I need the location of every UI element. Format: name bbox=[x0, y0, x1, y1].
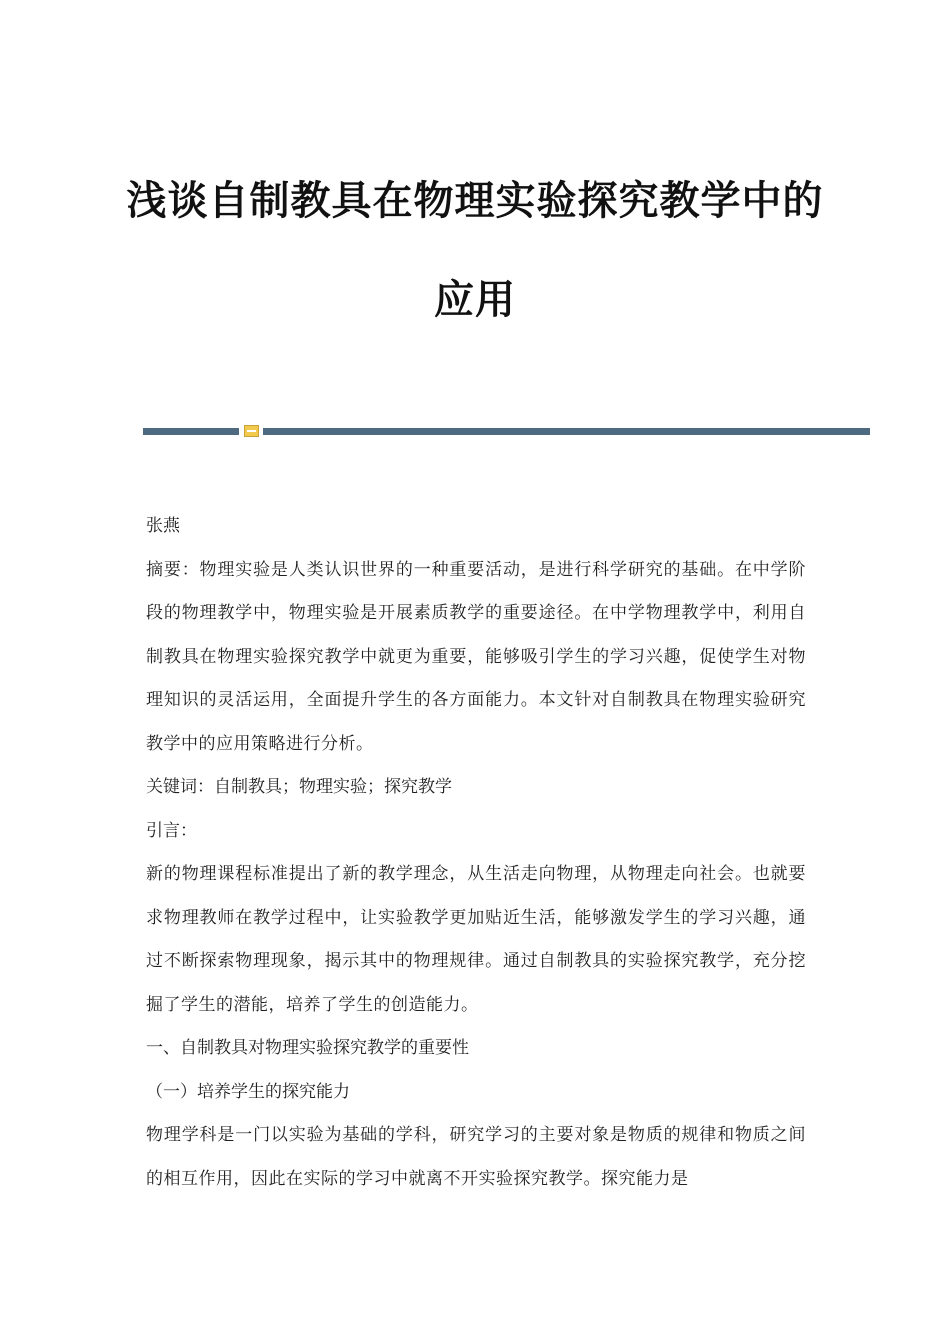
title-line-1: 浅谈自制教具在物理实验探究教学中的 bbox=[126, 177, 824, 224]
keywords-line: 关键词：自制教具；物理实验；探究教学 bbox=[146, 777, 452, 797]
section-1-heading: 一、自制教具对物理实验探究教学的重要性 bbox=[146, 1038, 469, 1058]
author-name: 张燕 bbox=[146, 516, 180, 536]
subsection-1-paragraph: 物理学科是一门以实验为基础的学科，研究学习的主要对象是物质的规律和物质之间的相互作用，因此在实际的学习中就离不开实验探究教学。探究能力是 bbox=[146, 1125, 806, 1189]
divider-bar-right bbox=[263, 428, 870, 435]
abstract-paragraph: 摘要：物理实验是人类认识世界的一种重要活动，是进行科学研究的基础。在中学阶段的物理教学中，物理实验是开展素质教学的重要途径。在中学物理教学中，利用自制教具在物理实验探究教学中就更为重要，能够吸引学生的学习兴趣，促使学生对物理知识的灵活运用，全面提升学生的各方面能力。本文针对自制教具在物理实验研究教学中的应用策略进行分析。 bbox=[146, 559, 806, 754]
intro-heading: 引言： bbox=[146, 820, 197, 841]
document-body bbox=[146, 505, 806, 1201]
document-title bbox=[0, 176, 950, 325]
divider-bar-left bbox=[143, 428, 239, 435]
title-divider bbox=[143, 425, 870, 437]
title-line-2: 应用 bbox=[434, 276, 516, 323]
divider-ornament-icon bbox=[244, 425, 259, 437]
subsection-1-heading: （一）培养学生的探究能力 bbox=[146, 1081, 350, 1102]
intro-paragraph: 新的物理课程标准提出了新的教学理念，从生活走向物理，从物理走向社会。也就要求物理教师在教学过程中，让实验教学更加贴近生活，能够激发学生的学习兴趣，通过不断探索物理现象，揭示其中的物理规律。通过自制教具的实验探究教学，充分挖掘了学生的潜能，培养了学生的创造能力。 bbox=[146, 864, 806, 1015]
